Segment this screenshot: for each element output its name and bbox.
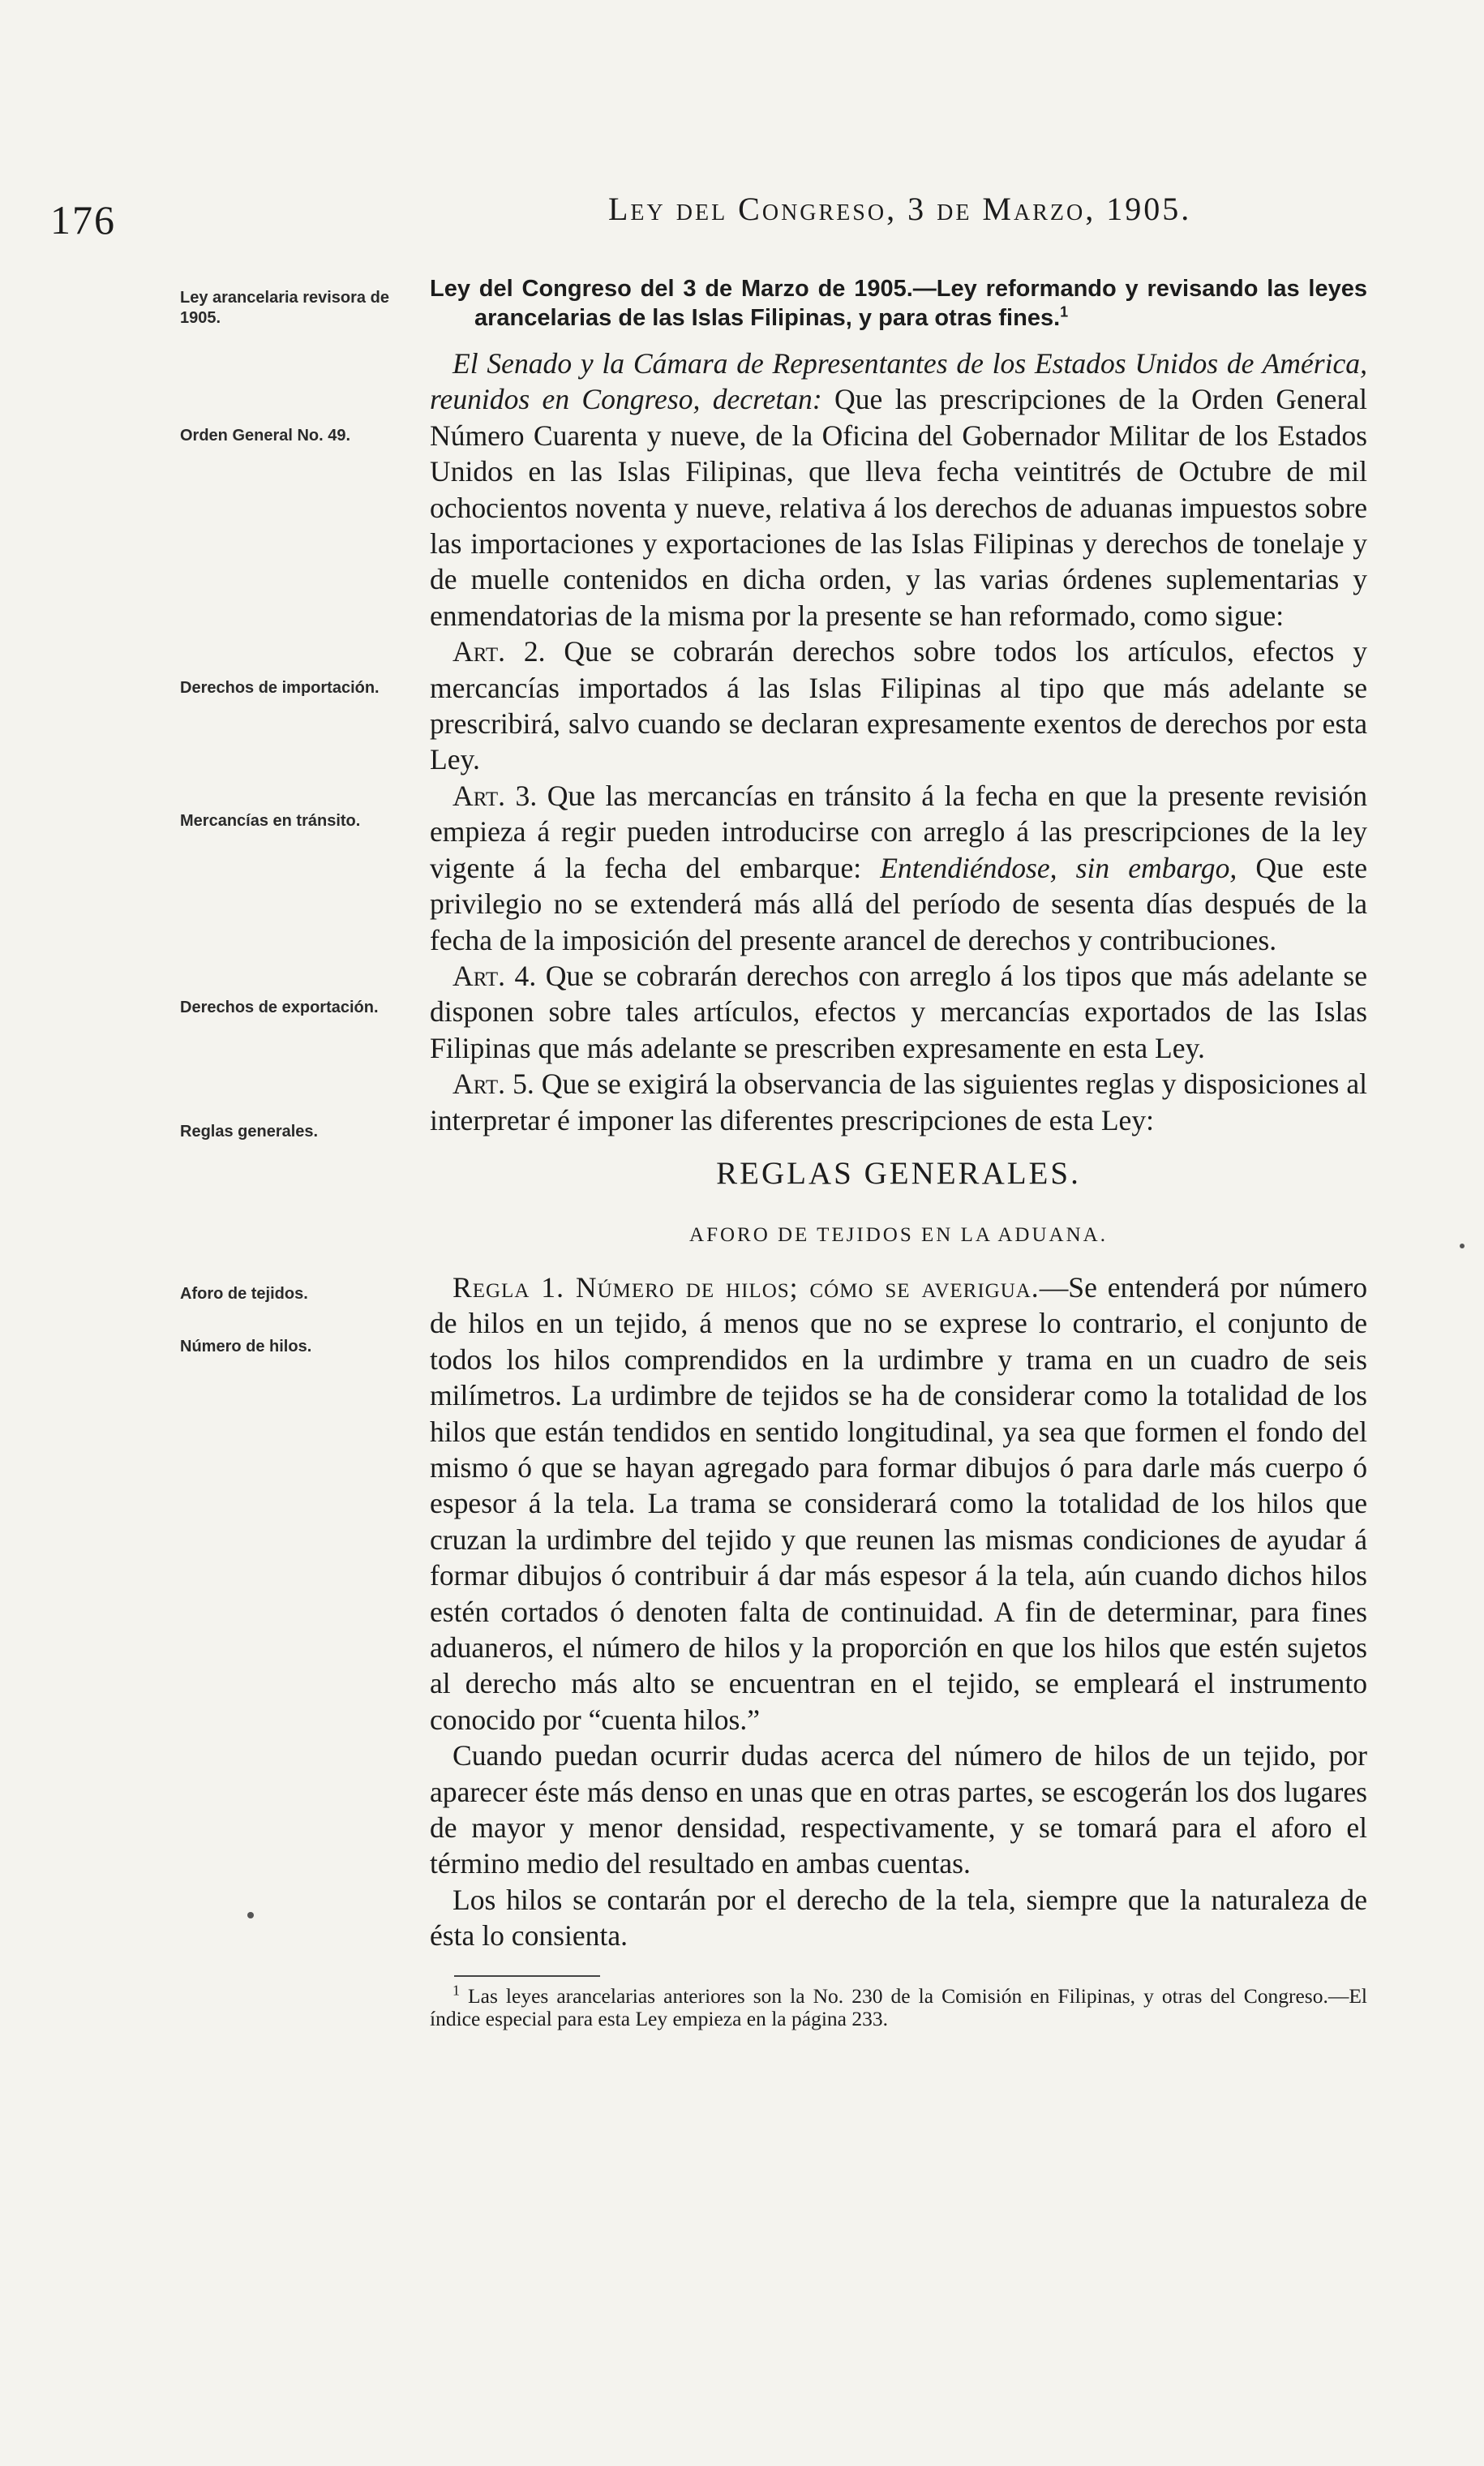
margin-note-aforo-tejidos: Aforo de tejidos. — [180, 1285, 308, 1303]
paragraph-contar-hilos: Los hilos se contarán por el derecho de la tela, siempre que la naturaleza de ésta lo consienta. — [430, 1883, 1367, 1953]
footnote-number: 1 — [452, 1982, 460, 1999]
margin-note-numero-hilos: Número de hilos. — [180, 1338, 312, 1355]
article-5-label: Art. 5. — [452, 1068, 534, 1101]
enactment-clause — [430, 346, 1367, 634]
article-3-text-2: Que este privilegio no se extenderá más allá del período de sesenta días después de la fecha de la imposición del presente arancel de derechos y contribuciones. — [430, 851, 1367, 956]
footnote-divider — [454, 1975, 600, 1977]
article-4-label: Art. 4. — [452, 959, 537, 992]
article-2-text: Que se cobrarán derechos sobre todos los artículos, efectos y mercancías importados á las Islas Filipinas al tipo que más adelante se prescribirá, salvo cuando se declaran expresamente exentos de derechos por esta Ley. — [430, 635, 1367, 776]
margin-note-ley-arancelaria: Ley arancelaria revisora de 1905. — [180, 289, 389, 327]
section-heading: REGLAS GENERALES. — [716, 1155, 1081, 1191]
article-3-italic: Entendiéndose, sin embargo, — [861, 851, 1237, 884]
article-3-label: Art. 3. — [452, 779, 538, 812]
footnote-text: Las leyes arancelarias anteriores son la No. 230 de la Comisión en Filipinas, y otras del Congreso.—El índice especial para esta Ley empieza en la página 233. — [430, 1983, 1367, 2030]
article-3 — [430, 778, 1367, 958]
margin-note-orden-general: Orden General No. 49. — [180, 427, 351, 445]
article-4 — [430, 958, 1367, 1066]
margin-note-reglas-generales: Reglas generales. — [180, 1123, 319, 1141]
margin-note-derechos-importacion: Derechos de importación. — [180, 679, 380, 697]
article-3-text: Que las mercancías en tránsito á la fecha en que la presente revisión empieza á regir pueden introducirse con arreglo á las prescripciones de la ley vigente á la fecha del embarque: — [430, 779, 1367, 884]
ink-speck — [1460, 1244, 1465, 1248]
paragraph-dudas: Cuando puedan ocurrir dudas acerca del número de hilos de un tejido, por aparecer éste más denso en unas que en otras partes, se escogerán los dos lugares de mayor y menor densidad, respectivamente, y se tomará para el aforo el término medio del resultado en ambas cuentas. — [430, 1739, 1367, 1880]
article-5 — [430, 1066, 1367, 1138]
law-title — [430, 274, 1367, 333]
rule-1-text: —Se entenderá por número de hilos en un tejido, á menos que no se exprese lo contrario, el conjunto de todos los hilos comprendidos en la urdimbre y trama en un cuadro de seis milímetros. La urdimbre de tejidos se ha de considerar como la totalidad de los hilos que están tendidos en sentido longitudinal, ya sea que formen el fondo del mismo ó que se hayan agregado para formar dibujos ó para darle más cuerpo ó espesor á la tela. La trama se considerará como la totalidad de los hilos que cruzan la urdimbre del tejido y que reunen las mismas condiciones de ayudar á formar dibujos ó contribuir á dar más espesor á la tela, aún cuando dichos hilos estén cortados ó denoten falta de continuidad. A fin de determinar, para fines aduaneros, el número de hilos y la proporción en que los hilos que estén sujetos al derecho más alto se encuentran en el tejido, se empleará el instrumento conocido por “cuenta hilos.” — [430, 1270, 1367, 1736]
rule-1-label: Regla 1. Número de hilos; cómo se averigua. — [452, 1270, 1040, 1304]
enactment-italic: El Senado y la Cámara de Representantes de los Estados Unidos de América, reunidos en Congreso, decretan: — [430, 347, 1367, 416]
main-text — [430, 274, 1367, 2030]
footnote-marker: 1 — [1060, 303, 1069, 320]
article-2-label: Art. 2. — [452, 635, 546, 668]
margin-note-mercancias-transito: Mercancías en tránsito. — [180, 812, 361, 830]
article-2 — [430, 634, 1367, 778]
margin-note-derechos-exportacion: Derechos de exportación. — [180, 999, 379, 1016]
article-4-text: Que se cobrarán derechos con arreglo á los tipos que más adelante se disponen sobre tales artículos, efectos y mercancías exportados de las Islas Filipinas que más adelante se prescriben expresamente en esta Ley. — [430, 959, 1367, 1064]
footnote — [430, 1982, 1367, 2030]
rule-1 — [430, 1270, 1367, 1738]
subsection-heading: AFORO DE TEJIDOS EN LA ADUANA. — [689, 1223, 1108, 1246]
law-title-text: Ley del Congreso del 3 de Marzo de 1905.—Ley reformando y revisando las leyes arancelarias de las Islas Filipinas, y para otras fines. — [430, 276, 1367, 331]
page-number: 176 — [50, 197, 116, 243]
article-5-text: Que se exigirá la observancia de las siguientes reglas y disposiciones al interpretar é imponer las diferentes prescripciones de esta Ley: — [430, 1068, 1367, 1136]
running-head: Ley del Congreso, 3 de Marzo, 1905. — [608, 191, 1192, 227]
enactment-text: Que las prescripciones de la Orden General Número Cuarenta y nueve, de la Oficina del Gobernador Militar de los Estados Unidos en las Islas Filipinas, que lleva fecha veintitrés de Octubre de mil ochocientos noventa y nueve, relativa á los derechos de aduanas impuestos sobre las importaciones y exportaciones de las Islas Filipinas y derechos de tonelaje y de muelle contenidos en dicha orden, y las varias órdenes suplementarias y enmendatorias de la misma por la presente se han reformado, como sigue: — [430, 383, 1367, 632]
ink-speck — [247, 1912, 254, 1918]
